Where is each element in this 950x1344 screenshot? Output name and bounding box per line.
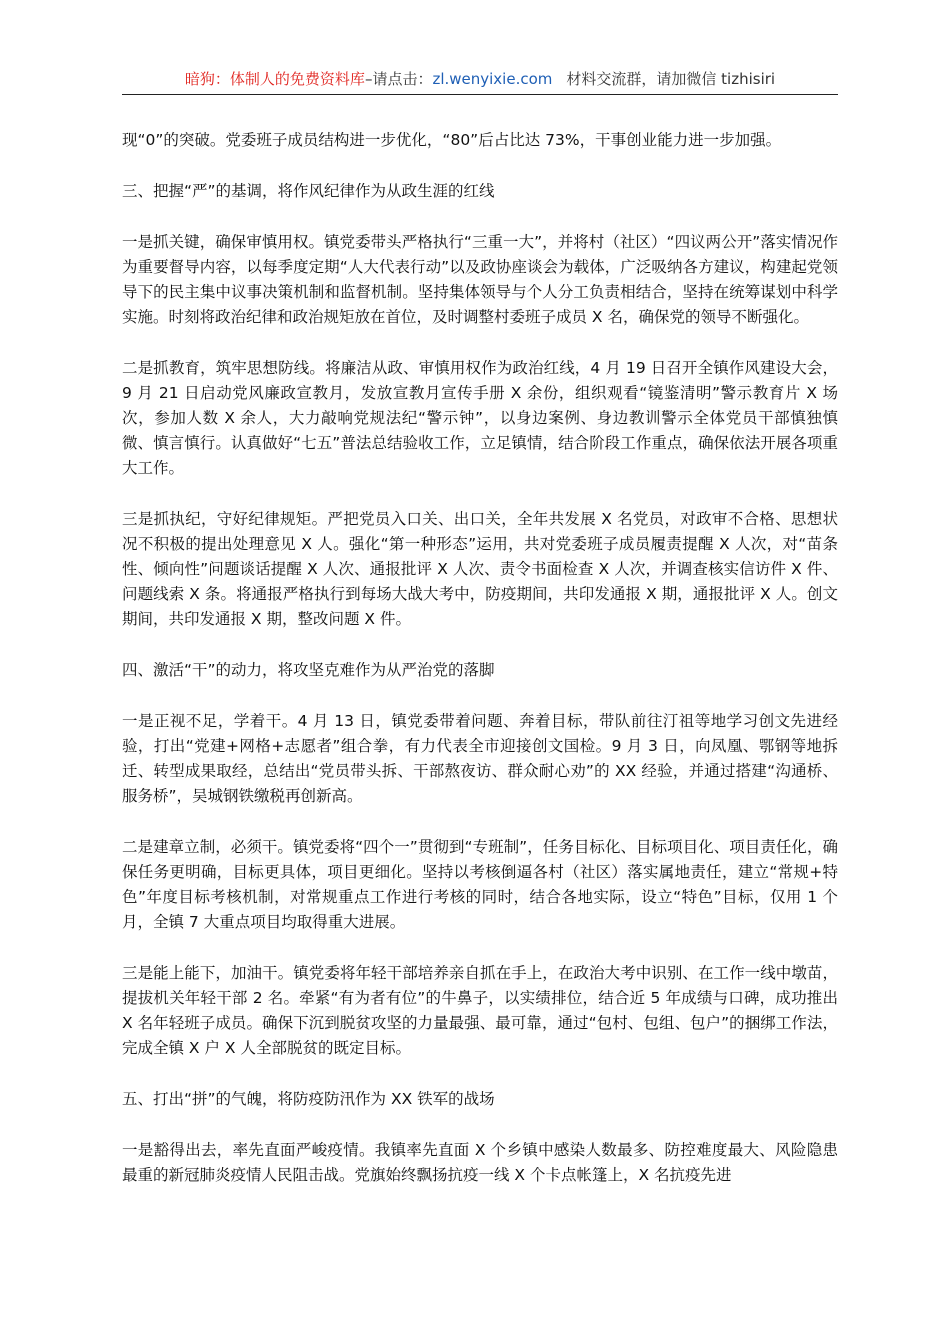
page-header xyxy=(122,66,838,95)
paragraph-5-1: 一是豁得出去，率先直面严峻疫情。我镇率先直面 X 个乡镇中感染人数最多、防控难度最大、风险隐患最重的新冠肺炎疫情人民阻击战。党旗始终飘扬抗疫一线 X 个卡点帐篷上，X 名抗疫先进 xyxy=(122,1141,838,1184)
section-heading-4: 四、激活“干”的动力，将攻坚克难作为从严治党的落脚 xyxy=(122,661,495,679)
paragraph-3-3: 三是抓执纪，守好纪律规矩。严把党员入口关、出口关，全年共发展 X 名党员，对政审不合格、思想状况不积极的提出处理意见 X 人。强化“第一种形态”运用，共对党委班子成员履责提醒 X 人次，对“苗条性、倾向性”问题谈话提醒 X 人次、通报批评 X 人次、责令书面检查 X 人次，并调查核实信访件 X 件、问题线索 X 条。将通报严格执行到每场大战大考中，防疫期间，共印发通报 X 期，通报批评 X 人。创文期间，共印发通报 X 期，整改问题 X 件。 xyxy=(122,510,838,628)
header-click-prompt: –请点击： xyxy=(364,70,433,88)
paragraph-3-1: 一是抓关键，确保审慎用权。镇党委带头严格执行“三重一大”，并将村（社区）“四议两公开”落实情况作为重要督导内容，以每季度定期“人大代表行动”以及政协座谈会为载体，广泛吸纳各方建议，构建起党领导下的民主集中议事决策机制和监督机制。坚持集体领导与个人分工负责相结合，坚持在统筹谋划中科学实施。时刻将政治纪律和政治规矩放在首位，及时调整村委班子成员 X 名，确保党的领导不断强化。 xyxy=(122,233,838,326)
paragraph-4-2: 二是建章立制，必须干。镇党委将“四个一”贯彻到“专班制”，任务目标化、目标项目化、项目责任化，确保任务更明确，目标更具体，项目更细化。坚持以考核倒逼各村（社区）落实属地责任，建立“常规+特色”年度目标考核机制，对常规重点工作进行考核的同时，结合各地实际，设立“特色”目标，仅用 1 个月，全镇 7 大重点项目均取得重大进展。 xyxy=(122,838,838,931)
header-wechat-note: 材料交流群，请加微信 tizhisiri xyxy=(566,70,776,88)
paragraph-4-1: 一是正视不足，学着干。4 月 13 日，镇党委带着问题、奔着目标，带队前往汀祖等地学习创文先进经验，打出“党建+网格+志愿者”组合拳，有力代表全市迎接创文国检。9 月 3 日，向凤凰、鄂钢等地拆迁、转型成果取经，总结出“党员带头拆、干部熬夜访、群众耐心劝”的 XX 经验，并通过搭建“沟通桥、服务桥”，吴城钢铁缴税再创新高。 xyxy=(122,712,838,805)
paragraph-4-3: 三是能上能下，加油干。镇党委将年轻干部培养亲自抓在手上，在政治大考中识别、在工作一线中墩苗，提拔机关年轻干部 2 名。牵紧“有为者有位”的牛鼻子，以实绩排位，结合近 5 年成绩与口碑，成功推出 X 名年轻班子成员。确保下沉到脱贫攻坚的力量最强、最可靠，通过“包村、包组、包户”的捆绑工作法，完成全镇 X 户 X 人全部脱贫的既定目标。 xyxy=(122,964,838,1057)
section-heading-5: 五、打出“拼”的气魄，将防疫防汛作为 XX 铁军的战场 xyxy=(122,1090,495,1108)
section-heading-3: 三、把握“严”的基调，将作风纪律作为从政生涯的红线 xyxy=(122,182,495,200)
paragraph-continuation: 现“0”的突破。党委班子成员结构进一步优化，“80”后占比达 73%，干事创业能力进一步加强。 xyxy=(122,131,782,149)
document-body xyxy=(122,128,838,1214)
paragraph-3-2: 二是抓教育，筑牢思想防线。将廉洁从政、审慎用权作为政治红线，4 月 19 日召开全镇作风建设大会，9 月 21 日启动党风廉政宣教月，发放宣教月宣传手册 X 余份，组织观看“镜鉴清明”警示教育片 X 场次，参加人数 X 余人，大力敲响党规法纪“警示钟”，以身边案例、身边教训警示全体党员干部慎独慎微、慎言慎行。认真做好“七五”普法总结验收工作，立足镇情，结合阶段工作重点，确保依法开展各项重大工作。 xyxy=(122,359,838,477)
header-site-name: 暗狗：体制人的免费资料库 xyxy=(184,70,365,88)
header-url-link[interactable]: zl.wenyixie.com xyxy=(432,70,553,88)
